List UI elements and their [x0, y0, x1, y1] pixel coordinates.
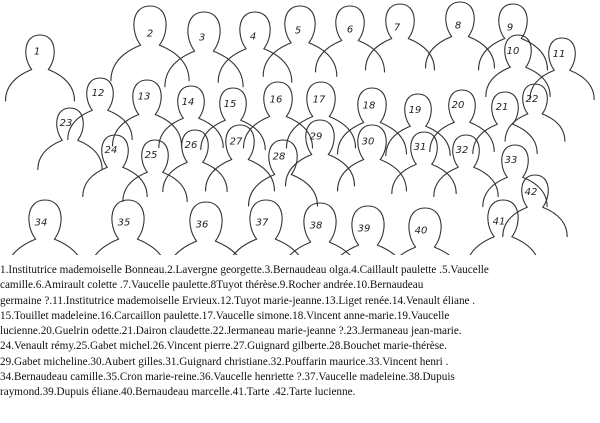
figure-number: 22 [525, 93, 539, 105]
figure-number: 32 [455, 145, 469, 157]
figure-number: 16 [269, 94, 283, 106]
figure-number: 6 [346, 24, 354, 36]
figure-number: 26 [184, 140, 198, 152]
figure-number: 13 [137, 91, 151, 103]
figure-number: 28 [272, 151, 286, 163]
figure-number: 41 [492, 216, 506, 228]
figure-number: 12 [91, 88, 105, 100]
figure-number: 24 [104, 145, 118, 157]
figure-number: 31 [413, 142, 427, 154]
figure-outline [426, 2, 495, 68]
figure-number: 29 [309, 131, 323, 143]
figure-number: 5 [294, 25, 302, 37]
figure-number: 33 [504, 155, 518, 167]
figure-number: 1 [33, 46, 41, 58]
figure-number: 19 [408, 105, 422, 117]
legend-line: 1.Institutrice mademoiselle Bonneau.2.Lavergne georgette.3.Bernaudeau olga.4.Caillault paulette .5.Vaucelle [0, 264, 489, 276]
figure-outline [218, 12, 292, 82]
legend-line: 29.Gabet micheline.30.Aubert gilles.31.Guignard christiane.32.Pouffarin maurice.33.Vincent henri . [0, 355, 449, 368]
figure-number: 2 [146, 28, 154, 40]
figure-number: 42 [524, 187, 538, 199]
figure-number: 4 [249, 31, 257, 43]
figure-number: 35 [117, 217, 131, 229]
figure-number: 40 [414, 225, 428, 237]
legend-line: germaine ?.11.Institutrice mademoiselle Ervieux.12.Tuyot marie-jeanne.13.Liget renée.14.Venault éliane . [0, 294, 476, 307]
legend-line: lucienne.20.Guelrin odette.21.Dairon claudette.22.Jermaneau marie-jeanne ?.23.Jermaneau jean-marie. [0, 325, 462, 338]
figure-number: 8 [454, 20, 462, 32]
figure-number: 18 [362, 100, 376, 112]
figure-number: 34 [34, 217, 48, 229]
figure-outline [6, 35, 75, 101]
figure-outline [206, 125, 275, 191]
figure-outline [165, 12, 243, 87]
figure-number: 25 [144, 150, 158, 162]
legend-line: raymond.39.Dupuis éliane.40.Bernaudeau marcelle.41.Tarte .42.Tarte lucienne. [0, 386, 356, 399]
figure-number: 36 [195, 219, 209, 231]
figure-number: 37 [255, 217, 269, 229]
figure-number: 20 [451, 100, 465, 112]
figure-outline [466, 200, 540, 255]
figure-number: 39 [357, 223, 371, 235]
figure-number: 30 [361, 136, 375, 148]
figure-number: 23 [59, 118, 73, 130]
figure-number: 17 [312, 94, 326, 106]
figure-outline [159, 86, 223, 148]
figure-number: 15 [223, 99, 237, 111]
figure-outline [505, 84, 565, 141]
figure-outline [479, 4, 548, 70]
legend-line: 15.Touillet madeleine.16.Carcaillon paulette.17.Vaucelle simone.18.Vincent anne-marie.19.Vaucelle [0, 309, 450, 322]
figure-number: 11 [552, 49, 566, 61]
figure-number: 14 [181, 97, 195, 109]
figure-outline [316, 6, 385, 72]
figure-outline [111, 6, 189, 81]
figure-number: 21 [495, 102, 509, 114]
figure-outline [113, 80, 182, 146]
legend-line: 24.Venault rémy.25.Gabet michel.26.Vincent pierre.27.Guignard gilberte.28.Bouchet marie-thérèse. [0, 340, 447, 353]
names-legend [0, 263, 600, 418]
legend-line: camille.6.Amirault colette .7.Vaucelle paulette.8Tuyot thérèse.9.Rocher andrée.10.Bernaudeau [0, 279, 424, 292]
figure-outline [486, 35, 550, 97]
figure-outline [263, 6, 337, 76]
figure-number: 3 [198, 32, 206, 44]
figure-number: 7 [393, 22, 401, 34]
figure-outline [249, 140, 318, 206]
figure-number: 38 [309, 220, 323, 232]
figure-outline [366, 4, 435, 70]
figure-number: 27 [229, 136, 243, 148]
figure-outline [530, 38, 594, 100]
figure-number: 9 [506, 22, 514, 34]
legend-line: 34.Bernaudeau camille.35.Cron marie-reine.36.Vaucelle henriette ?.37.Vaucelle madeleine.38.Dupuis [0, 371, 455, 384]
figure-number: 10 [506, 46, 520, 58]
